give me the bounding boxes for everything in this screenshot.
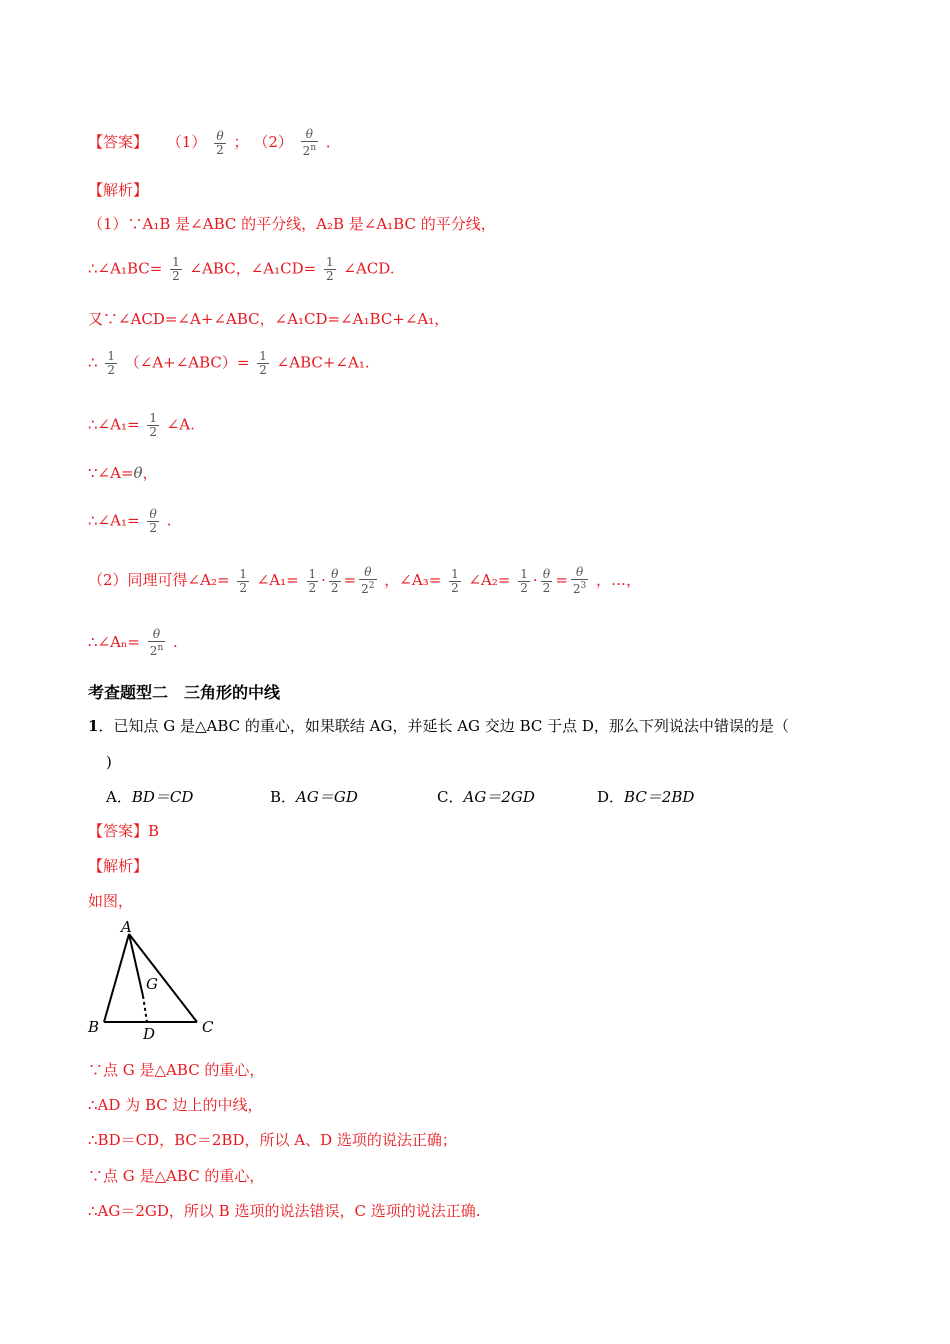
fraction-half: $\frac{1}{2}$ <box>325 255 334 283</box>
answer-line-2: 【答案】B <box>88 822 160 840</box>
analysis-line-1: （1）∵A₁B 是∠ABC 的平分线，A₂B 是∠A₁BC 的平分线， <box>88 215 496 233</box>
option-b: B．AG＝GD <box>270 788 358 806</box>
analysis-line-5: ∴∠A₁= $\frac{1}{2}$ ∠A. <box>88 411 195 439</box>
solution-line-5: ∴AG＝2GD，所以 B 选项的说法错误，C 选项的说法正确. <box>88 1202 481 1220</box>
fraction-half: $\frac{1}{2}$ <box>107 349 115 377</box>
question-text: ．已知点 G 是△ABC 的重心，如果联结 AG，并延长 AG 交边 BC 于点 D，那么下列说法中错误的是（ <box>98 717 789 735</box>
solution-line-1: ∵点 G 是△ABC 的重心， <box>88 1061 265 1079</box>
analysis-line-3: 又∵∠ACD=∠A+∠ABC，∠A₁CD=∠A₁BC+∠A₁， <box>88 310 450 328</box>
fraction-theta-over-2n: $\frac{\theta}{2^n}$ <box>149 627 164 658</box>
fraction-half: $\frac{1}{2}$ <box>259 349 267 377</box>
solution-line-4: ∵点 G 是△ABC 的重心， <box>88 1167 265 1185</box>
answer-line-1: 【答案】 （1） $\frac{\theta}{2}$ ； （2） $\frac{\theta}{2^n}$ ． <box>88 127 341 158</box>
analysis-label-2: 【解析】 <box>88 857 149 875</box>
solution-line-2: ∴AD 为 BC 边上的中线， <box>88 1096 263 1114</box>
answer-label: 【答案】 <box>88 133 149 151</box>
option-c: C．AG＝2GD <box>437 788 535 806</box>
vertex-label-a: A <box>121 918 132 936</box>
question-number: 1 <box>88 717 99 735</box>
analysis-line-6: ∵∠A=θ， <box>88 464 158 482</box>
answer-part1: （1） <box>166 133 207 151</box>
analysis-line-9: ∴∠Aₙ= $\frac{\theta}{2^n}$ . <box>88 627 178 658</box>
answer-part2: （2） <box>253 133 293 151</box>
as-figure-text: 如图， <box>88 892 134 910</box>
option-a: A．BD＝CD <box>106 788 194 806</box>
option-d: D．BC＝2BD <box>597 788 695 806</box>
analysis-line-8: （2）同理可得∠A₂= $\frac{1}{2}$ ∠A₁= $\frac{1}{2}$ · $\frac{\theta}{2}$ = $\frac{\theta}{2^2}$ ，∠A₃= $\frac{1}{2}$ ∠A₂= $\frac{1}{2}$ · $\frac{\theta}{2}$ = $\frac{\theta}{2^3}$ ，…， <box>88 565 642 596</box>
triangle-figure <box>84 916 224 1042</box>
point-label-d: D <box>143 1025 156 1042</box>
analysis-line-7: ∴∠A₁= $\frac{\theta}{2}$ . <box>88 507 172 535</box>
question-close: ) <box>106 753 112 771</box>
fraction-theta-over-2: $\frac{\theta}{2}$ <box>149 507 157 535</box>
question-1 <box>88 716 789 736</box>
analysis-line-4: ∴ $\frac{1}{2}$ （∠A+∠ABC）= $\frac{1}{2}$ ∠ABC+∠A₁. <box>88 349 370 377</box>
point-label-g: G <box>146 975 158 993</box>
vertex-label-b: B <box>88 1018 100 1036</box>
fraction-half: $\frac{1}{2}$ <box>172 255 180 283</box>
analysis-line-2: ∴∠A₁BC= $\frac{1}{2}$ ∠ABC，∠A₁CD= $\frac{1}{2}$ ∠ACD. <box>88 255 395 283</box>
solution-line-3: ∴BD＝CD，BC＝2BD，所以 A、D 选项的说法正确； <box>88 1131 457 1149</box>
fraction-theta-over-2n: $\frac{\theta}{2^n}$ <box>302 127 317 158</box>
fraction-theta-over-2: $\frac{\theta}{2}$ <box>216 128 224 157</box>
analysis-label: 【解析】 <box>88 181 149 199</box>
vertex-label-c: C <box>202 1018 214 1036</box>
fraction-half: $\frac{1}{2}$ <box>149 411 157 439</box>
section-heading: 考查题型二 三角形的中线 <box>88 683 281 702</box>
